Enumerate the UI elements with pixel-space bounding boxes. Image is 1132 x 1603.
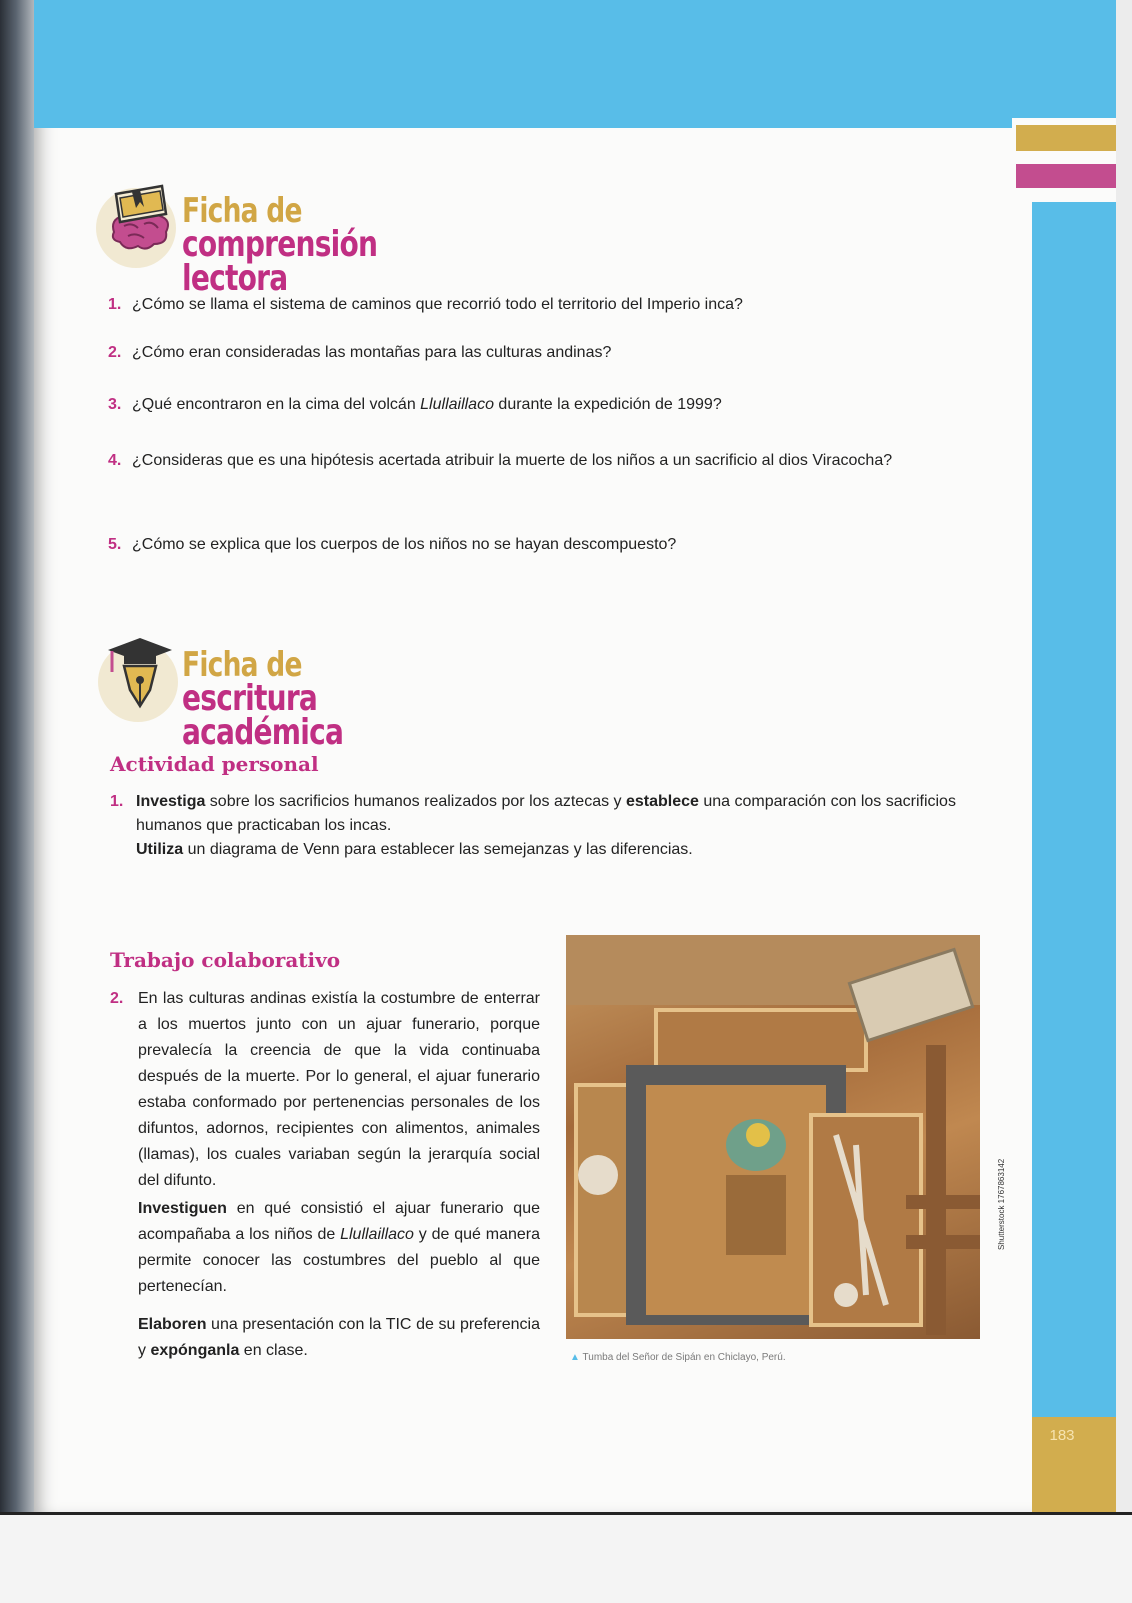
- collab-paragraph-1: En las culturas andinas existía la costumbre de enterrar a los muertos junto con un ajuar funerario, porque prevalecía la creencia de que la vida continuaba después de la muerte. Por lo general, el ajuar funerario estaba conformado por pertenencias personales de los difuntos, adornos, recipientes con alimentos, animales (llamas), los cuales variaban según la jerarquía social del difunto.: [138, 990, 540, 1189]
- writing-title-line1: Ficha de: [182, 645, 302, 685]
- personal-activity-item: 1. Investiga sobre los sacrificios humanos realizados por los aztecas y establece una comparación con los sacrificios humanos que practicaban los incas. Utiliza un diagrama de Venn para establecer las semejanzas y las diferencias.: [110, 793, 956, 858]
- personal-activity-heading: Actividad personal: [110, 752, 319, 776]
- caption-triangle-icon: ▲: [570, 1352, 580, 1363]
- graduation-pen-icon: [104, 636, 176, 716]
- collab-paragraph-3: Elaboren una presentación con la TIC de su preferencia y expónganla en clase.: [138, 1316, 540, 1359]
- pink-tab: [1016, 164, 1116, 188]
- photo-caption: ▲ Tumba del Señor de Sipán en Chiclayo, Perú.: [570, 1352, 786, 1363]
- question-4: 4. ¿Consideras que es una hipótesis acertada atribuir la muerte de los niños a un sacrificio al dios Viracocha?: [108, 452, 893, 469]
- reading-title-line2: comprensión lectora: [182, 224, 378, 299]
- gold-tab: [1016, 125, 1116, 151]
- writing-title: [182, 645, 344, 753]
- page-number: 183: [1049, 1427, 1075, 1444]
- collaborative-work-item: 2. En las culturas andinas existía la costumbre de enterrar a los muertos junto con un ajuar funerario, porque prevalecía la creencia de que la vida continuaba después de la muerte. Por lo general, el ajuar funerario estaba conformado por pertenencias personales de los difuntos, adornos, recipientes con alimentos, animales (llamas), los cuales variaban según la jerarquía social del difunto. Investiguen en qué consistió el ajuar funerario que acompañaba a los niños de Llullaillaco y de qué manera permite conocer las costumbres del pueblo al que pertenecían. Elaboren una presentación con la TIC de su preferencia y expónganla en clase.: [110, 986, 540, 1364]
- question-1: 1. ¿Cómo se llama el sistema de caminos que recorrió todo el territorio del Imperio inca?: [108, 296, 743, 313]
- right-color-band: [1032, 195, 1116, 1417]
- scan-bottom-strip: [0, 1512, 1132, 1603]
- collaborative-work-heading: Trabajo colaborativo: [110, 948, 341, 972]
- reading-title: [182, 191, 378, 299]
- question-2: 2. ¿Cómo eran consideradas las montañas para las culturas andinas?: [108, 344, 612, 361]
- question-3: 3. ¿Qué encontraron en la cima del volcán Llullaillaco durante la expedición de 1999?: [108, 396, 722, 413]
- photo-credit: Shutterstock 1767863142: [997, 1158, 1006, 1250]
- reading-title-line1: Ficha de: [182, 191, 302, 231]
- collab-paragraph-2: Investiguen en qué consistió el ajuar funerario que acompañaba a los niños de Llullaillaco y de qué manera permite conocer las costumbres del pueblo al que pertenecían.: [138, 1200, 541, 1295]
- writing-title-line2: escritura académica: [182, 678, 344, 753]
- tomb-photo-illustration: [566, 935, 980, 1339]
- top-color-band: [34, 0, 1116, 128]
- brain-book-icon: [104, 180, 176, 260]
- question-5: 5. ¿Cómo se explica que los cuerpos de los niños no se hayan descompuesto?: [108, 536, 677, 553]
- tomb-photo: [566, 935, 980, 1339]
